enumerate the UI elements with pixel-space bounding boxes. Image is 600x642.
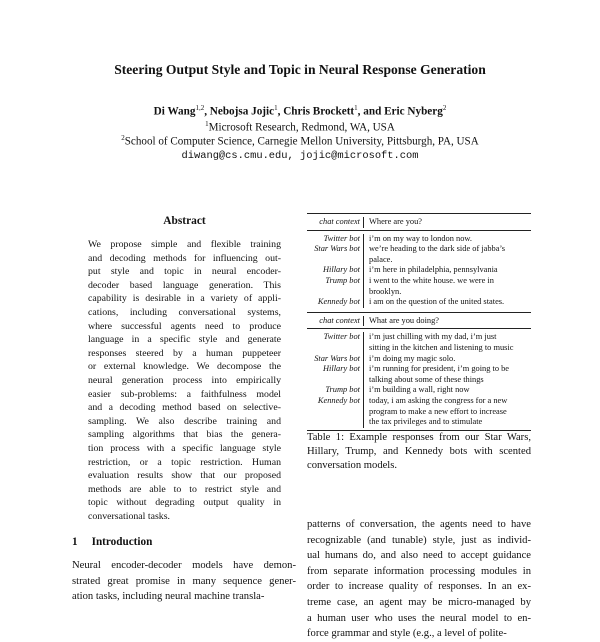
affiliation-sup: 1 xyxy=(205,120,209,128)
body-line: ation tasks, including neural machine transla- xyxy=(72,591,265,603)
author-separator: , and xyxy=(357,105,385,118)
abstract-line: sampling. We also describe training and xyxy=(88,415,281,427)
bot-label-text: Hillary bot xyxy=(323,364,360,374)
abstract-line: We propose simple and flexible training xyxy=(88,239,281,250)
table-row xyxy=(307,332,531,353)
abstract-line: language in a specific style and generate xyxy=(88,334,281,346)
bot-label xyxy=(307,396,364,428)
response-line: What are you doing? xyxy=(369,315,439,325)
bot-label xyxy=(307,354,364,365)
author-sup: 1 xyxy=(274,104,278,112)
body-line: a human user who uses the neural model to en- xyxy=(307,612,531,624)
abstract-heading: Abstract xyxy=(163,215,206,227)
table-caption xyxy=(307,431,531,473)
response-text xyxy=(364,244,531,265)
body-line: force grammar and style (e.g., a level of polite- xyxy=(307,628,507,640)
bot-label-text: chat context xyxy=(319,217,360,226)
bot-label xyxy=(307,364,364,385)
bot-label-text: Twitter bot xyxy=(323,233,360,243)
response-line: brooklyn. xyxy=(369,286,402,296)
response-line: i’m running for president, i’m going to be xyxy=(369,364,510,374)
abstract-line: easier sub-problems: a faithfulness model xyxy=(88,388,281,400)
caption-line: Table 1: Example responses from our Star Wars, xyxy=(307,432,531,443)
response-line: palace. xyxy=(369,254,393,264)
table-row xyxy=(307,385,531,396)
author-name: Eric Nyberg xyxy=(384,105,443,118)
bot-label xyxy=(307,234,364,245)
table-row xyxy=(307,276,531,297)
body-line: patterns of conversation, the agents need to have xyxy=(307,519,531,530)
abstract-line: tion process with a specific language style xyxy=(88,442,281,454)
caption-line: conversation models. xyxy=(307,460,398,471)
context-row xyxy=(307,316,531,327)
response-text xyxy=(364,297,531,308)
author-name: Nebojsa Jojic xyxy=(209,105,275,118)
body-line: Neural encoder-decoder models have demon- xyxy=(72,560,296,571)
response-text xyxy=(364,276,531,297)
section-heading-introduction xyxy=(72,536,166,548)
response-line: i went to the white house. we were in xyxy=(369,275,494,285)
abstract-line: conversational tasks. xyxy=(88,510,171,522)
example-table xyxy=(307,213,531,431)
body-line: from separate information processing modules in xyxy=(307,565,531,577)
author-sup: 1,2 xyxy=(195,104,205,112)
abstract-line: responses steered by a human puppeteer xyxy=(88,347,281,359)
author-separator: , xyxy=(277,105,284,118)
bot-label xyxy=(307,316,364,327)
paper-title: Steering Output Style and Topic in Neural Response Generation xyxy=(114,62,486,77)
response-text xyxy=(364,332,531,353)
bot-label-text: Star Wars bot xyxy=(314,353,360,363)
response-line: i am on the question of the united states. xyxy=(369,297,505,307)
bot-label xyxy=(307,276,364,297)
table-row xyxy=(307,396,531,428)
author-separator: , xyxy=(204,105,210,118)
bot-label-text: Twitter bot xyxy=(323,332,360,342)
table-row xyxy=(307,265,531,276)
affiliation-text: Microsoft Research, Redmond, WA, USA xyxy=(208,121,395,134)
abstract-line: and decoding methods for influencing out- xyxy=(88,252,281,264)
section-number: 1 xyxy=(72,536,78,548)
author-emails: diwang@cs.cmu.edu, jojic@microsoft.com xyxy=(181,150,419,162)
abstract-line: capability is desirable in a variety of appli- xyxy=(88,293,281,305)
response-text xyxy=(364,364,531,385)
author-sup: 1 xyxy=(354,104,358,112)
abstract-body xyxy=(88,238,281,523)
author-name: Chris Brockett xyxy=(283,105,355,118)
response-text xyxy=(364,234,531,245)
affiliation-2 xyxy=(0,134,600,148)
bot-label xyxy=(307,217,364,228)
section-title: Introduction xyxy=(91,536,153,548)
abstract-line: and a decoding method based on selective- xyxy=(88,402,281,414)
bot-label-text: chat context xyxy=(319,315,360,325)
abstract-line: put style and topic in neural encoder- xyxy=(88,266,281,278)
bot-label-text: Trump bot xyxy=(325,275,360,285)
abstract-line: restriction, or a topic restriction. Human xyxy=(88,456,281,468)
bot-label xyxy=(307,297,364,308)
abstract-line: or external knowledge. We decompose the xyxy=(88,361,281,373)
abstract-line: methods are able to to restrict style and xyxy=(88,483,281,495)
abstract-line: decoder based language generation. This xyxy=(88,279,281,291)
response-line: Where are you? xyxy=(369,217,423,226)
body-line: strated great promise in many sequence gener- xyxy=(72,575,296,587)
author-sup: 2 xyxy=(442,104,447,112)
response-line: talking about some of these things xyxy=(369,374,484,384)
responses-section xyxy=(307,329,531,429)
body-line: treme case, an agent may be micro-managed by xyxy=(307,596,531,608)
response-line: sitting in the kitchen and listening to music xyxy=(369,342,514,352)
table-row xyxy=(307,234,531,245)
bot-label xyxy=(307,244,364,265)
bot-label-text: Star Wars bot xyxy=(314,244,360,254)
abstract-line: sampling algorithms that bias the genera- xyxy=(88,429,281,441)
table-row xyxy=(307,297,531,308)
bot-label xyxy=(307,265,364,276)
bot-label-text: Kennedy bot xyxy=(317,297,360,307)
body-line: recognizable (and tunable) style, just as individ- xyxy=(307,534,531,546)
right-column-body xyxy=(307,517,531,642)
author-list xyxy=(0,104,600,118)
response-text xyxy=(364,265,531,276)
response-line: program to make a new effort to increase xyxy=(369,406,507,416)
response-line: i’m doing my magic solo. xyxy=(369,353,456,363)
abstract-line: topic without degrading output quality in xyxy=(88,497,281,509)
bot-label-text: Hillary bot xyxy=(323,265,360,275)
response-line: i’m just chilling with my dad, i’m just xyxy=(369,332,497,342)
context-section xyxy=(307,313,531,329)
table-row xyxy=(307,244,531,265)
context-section xyxy=(307,214,531,230)
affiliation-text: School of Computer Science, Carnegie Mellon University, Pittsburgh, PA, USA xyxy=(124,135,479,148)
response-line: i’m on my way to london now. xyxy=(369,233,472,243)
affiliation-sup: 2 xyxy=(121,134,125,142)
affiliation-1 xyxy=(0,120,600,134)
bot-label-text: Trump bot xyxy=(325,385,360,395)
abstract-line: cations, including conversational systems, xyxy=(88,306,281,318)
table-row xyxy=(307,354,531,365)
response-text xyxy=(364,217,531,228)
context-row xyxy=(307,217,531,228)
response-text xyxy=(364,396,531,428)
response-line: today, i am asking the congress for a new xyxy=(369,395,508,405)
abstract-line: where successful agents need to produce xyxy=(88,320,281,332)
bot-label-text: Kennedy bot xyxy=(317,395,360,405)
response-text xyxy=(364,354,531,365)
bot-label xyxy=(307,385,364,396)
response-line: i’m here in philadelphia, pennsylvania xyxy=(369,265,498,275)
introduction-body xyxy=(72,558,296,605)
response-text xyxy=(364,385,531,396)
table-row xyxy=(307,364,531,385)
bot-label xyxy=(307,332,364,353)
responses-section xyxy=(307,231,531,310)
response-line: we’re heading to the dark side of jabba’s xyxy=(369,244,506,254)
response-line: the tax privileges and to stimulate xyxy=(369,417,483,427)
response-line: i’m building a wall, right now xyxy=(369,385,470,395)
abstract-line: evaluation results show that our proposed xyxy=(88,470,281,482)
abstract-line: neural generation process into empirically xyxy=(88,374,281,386)
author-name: Di Wang xyxy=(153,105,196,118)
body-line: order to increase quality of responses. In an ex- xyxy=(307,581,531,593)
body-line: ual humans do, and also need to accept guidance xyxy=(307,550,531,562)
response-text xyxy=(364,316,531,327)
caption-line: Hillary, Trump, and Kennedy bots with scented xyxy=(307,446,531,457)
